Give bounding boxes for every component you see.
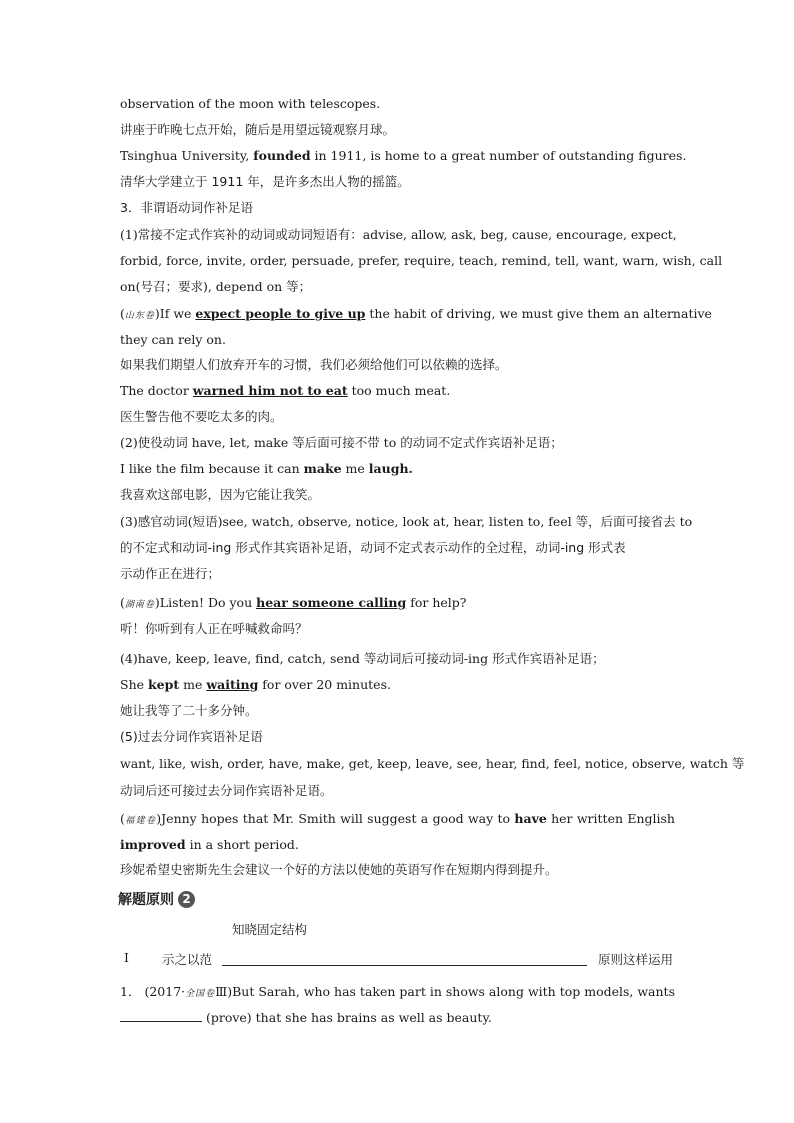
text: 清华大学建立于 1911 年，是许多杰出人物的摇篮。	[120, 174, 410, 189]
rule-text	[120, 539, 675, 557]
text: )Jenny hopes that Mr. Smith will suggest a good way to	[156, 811, 515, 826]
example-sentence	[120, 594, 675, 614]
answer-blank[interactable]	[120, 1009, 202, 1022]
rule-text	[120, 252, 723, 270]
text: 的不定式和动词-ing 形式作其宾语补足语，动词不定式表示动作的全过程，动词-ing 形式表	[120, 540, 626, 555]
text: (prove) that she has brains as well as beauty.	[202, 1010, 492, 1025]
label-text: 示之以范	[162, 952, 213, 967]
text: She	[120, 677, 148, 692]
key-word: kept	[148, 677, 180, 692]
text: 讲座于昨晚七点开始，随后是用望远镜观察月球。	[120, 122, 396, 137]
key-word: founded	[253, 148, 311, 163]
chinese-translation	[120, 486, 675, 504]
text: on(号召；要求), depend on 等；	[120, 279, 312, 294]
text: 知晓固定结构	[232, 922, 308, 937]
text: (1)常接不定式作宾补的动词或动词短语有：advise, allow, ask, beg, cause, encourage, expect,	[120, 227, 677, 242]
text: I like the film because it can	[120, 461, 304, 476]
rule-text	[120, 278, 675, 296]
text: Ⅲ)But Sarah, who has taken part in shows along with top models, wants	[215, 984, 675, 999]
key-word: have	[514, 811, 547, 826]
text: 她让我等了二十多分钟。	[120, 703, 258, 718]
text: 动词后还可接过去分词作宾语补足语。	[120, 783, 333, 798]
text: observation of the moon with telescopes.	[120, 96, 381, 111]
text: (3)感官动词(短语)see, watch, observe, notice, look at, hear, listen to, feel 等，后面可接省去 to	[120, 514, 693, 529]
example-sentence	[120, 331, 675, 349]
rule-text	[120, 434, 675, 452]
text: 我喜欢这部电影，因为它能让我笑。	[120, 487, 321, 502]
rule-text	[120, 226, 675, 244]
example-sentence	[120, 305, 712, 325]
example-sentence	[120, 460, 675, 478]
rule-text	[120, 513, 693, 531]
text: (	[120, 811, 125, 826]
text: for over 20 minutes.	[258, 677, 391, 692]
text: 听！你听到有人正在呼喊救命吗？	[120, 621, 308, 636]
section-title	[120, 199, 675, 217]
text: 示动作正在进行；	[120, 566, 221, 581]
text: )Listen! Do you	[154, 595, 257, 610]
chinese-translation	[120, 861, 675, 879]
principle-heading	[118, 889, 195, 909]
text: 3．非谓语动词作补足语	[120, 200, 253, 215]
key-word: make	[303, 461, 342, 476]
text: too much meat.	[347, 383, 451, 398]
item-number: 1．	[120, 984, 141, 999]
exercise-item	[120, 1009, 675, 1027]
text: The doctor	[120, 383, 193, 398]
divider-line	[222, 965, 587, 966]
text: 珍妮希望史密斯先生会建议一个好的方法以使她的英语写作在短期内得到提升。	[120, 862, 558, 877]
text: the habit of driving, we must give them an alternative	[365, 306, 712, 321]
text: for help?	[406, 595, 467, 610]
text: they can rely on.	[120, 332, 226, 347]
rule-text	[120, 755, 745, 773]
key-word: waiting	[206, 677, 259, 692]
example-sentence	[120, 836, 675, 854]
rule-text	[120, 650, 675, 668]
rule-text	[120, 565, 675, 583]
chinese-translation	[120, 121, 675, 139]
chinese-translation	[120, 408, 675, 426]
principle-subtitle	[232, 920, 307, 938]
text: her written English	[546, 811, 675, 826]
key-word: laugh.	[368, 461, 413, 476]
chinese-translation	[120, 620, 675, 638]
text: forbid, force, invite, order, persuade, prefer, require, teach, remind, tell, want, warn, wish, call	[120, 253, 723, 268]
example-sentence	[120, 147, 687, 165]
key-phrase: expect people to give up	[195, 306, 366, 321]
text: (5)过去分词作宾语补足语	[120, 729, 263, 744]
text: want, like, wish, order, have, make, get, keep, leave, see, hear, find, feel, notice, observe, watch 等	[120, 756, 745, 771]
text: me	[341, 461, 369, 476]
exercise-item	[120, 983, 675, 1003]
source-tag: 全国卷	[185, 989, 216, 999]
key-word: improved	[120, 837, 186, 852]
text: me	[179, 677, 207, 692]
source-tag: 山东卷	[124, 311, 155, 321]
heading-text: 解题原则	[118, 892, 174, 908]
text: (2017·	[144, 984, 186, 999]
roman-numeral: Ⅰ	[124, 950, 129, 965]
text: Tsinghua University,	[120, 148, 254, 163]
text: in 1911, is home to a great number of outstanding figures.	[310, 148, 687, 163]
label-text: 原则这样运用	[597, 952, 673, 967]
chinese-translation	[120, 173, 675, 191]
example-sentence	[120, 810, 675, 830]
text: (4)have, keep, leave, find, catch, send 等动词后可接动词-ing 形式作宾语补足语；	[120, 651, 605, 666]
rule-text	[120, 782, 675, 800]
text: in a short period.	[185, 837, 299, 852]
text: 医生警告他不要吃太多的肉。	[120, 409, 283, 424]
source-tag: 湖南卷	[124, 600, 155, 610]
key-phrase: hear someone calling	[256, 595, 407, 610]
example-sentence	[120, 382, 675, 400]
rule-text	[120, 728, 675, 746]
key-phrase: warned him not to eat	[192, 383, 348, 398]
chinese-translation	[120, 702, 675, 720]
text: (	[120, 306, 125, 321]
text: (2)使役动词 have, let, make 等后面可接不带 to 的动词不定式作宾语补足语；	[120, 435, 563, 450]
text: )If we	[154, 306, 196, 321]
number-badge: 2	[178, 891, 195, 908]
text: 如果我们期望人们放弃开车的习惯，我们必须给他们可以依赖的选择。	[120, 357, 508, 372]
text: (	[120, 595, 125, 610]
chinese-translation	[120, 356, 675, 374]
example-label-row	[120, 950, 675, 970]
text-line	[120, 95, 675, 113]
source-tag: 福建卷	[124, 816, 157, 826]
example-sentence	[120, 676, 675, 694]
